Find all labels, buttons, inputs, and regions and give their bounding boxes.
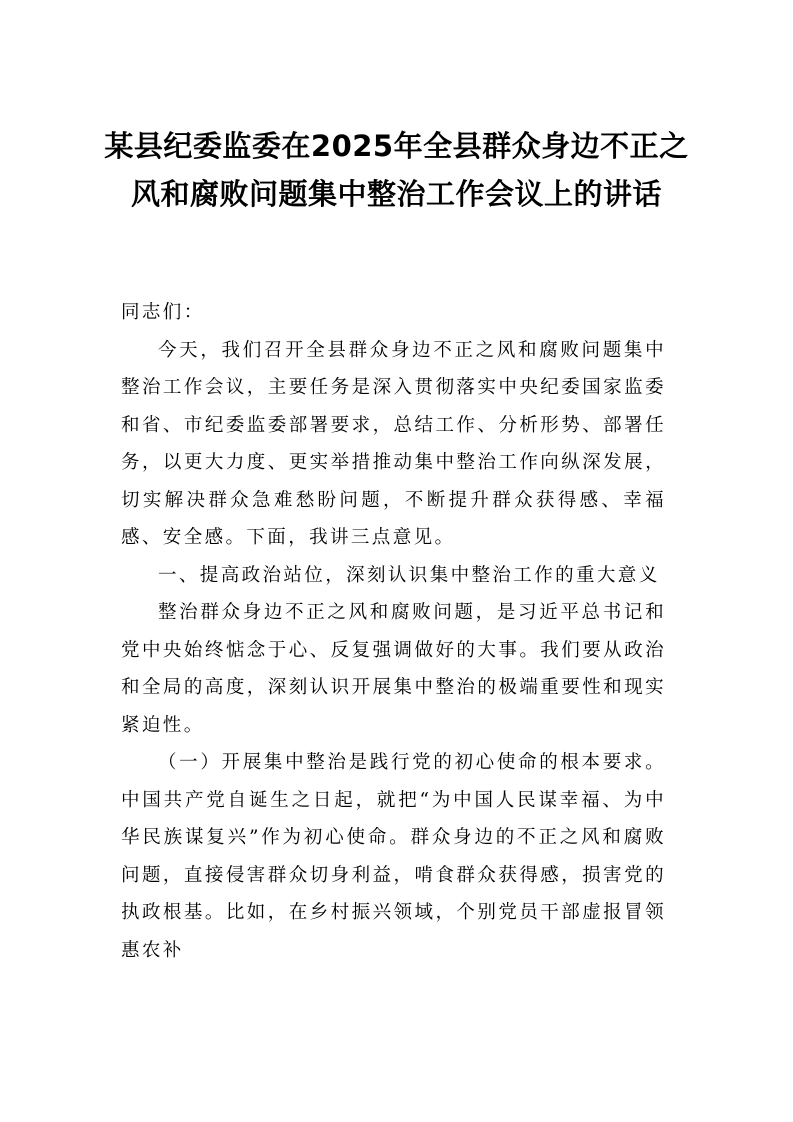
paragraph-section-1: 整治群众身边不正之风和腐败问题，是习近平总书记和党中央始终惦念于心、反复强调做好的大事。我们要从政治和全局的高度，深刻认识开展集中整治的极端重要性和现实紧迫性。 [121, 602, 666, 736]
section-heading-1: 一、提高政治站位，深刻认识集中整治工作的重大意义 [158, 564, 660, 586]
document-body [121, 294, 666, 969]
document-title: 某县纪委监委在2025年全县群众身边不正之风和腐败问题集中整治工作会议上的讲话 [104, 129, 689, 211]
paragraph-intro: 今天，我们召开全县群众身边不正之风和腐败问题集中整治工作会议，主要任务是深入贯彻落实中央纪委国家监委和省、市纪委监委部署要求，总结工作、分析形势、部署任务，以更大力度、更实举措推动集中整治工作向纵深发展，切实解决群众急难愁盼问题，不断提升群众获得感、幸福感、安全感。下面，我讲三点意见。 [121, 339, 666, 548]
salutation: 同志们： [121, 302, 205, 323]
paragraph-subsection-1: （一）开展集中整治是践行党的初心使命的根本要求。中国共产党自诞生之日起，就把“为中国人民谋幸福、为中华民族谋复兴”作为初心使命。群众身边的不正之风和腐败问题，直接侵害群众切身利益，啃食群众获得感，损害党的执政根基。比如，在乡村振兴领域，个别党员干部虚报冒领惠农补 [121, 752, 666, 961]
